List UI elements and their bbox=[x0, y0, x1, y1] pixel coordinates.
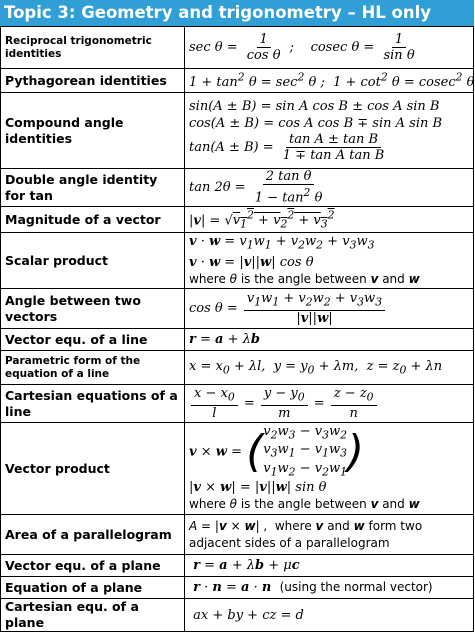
table-row bbox=[1, 555, 474, 577]
row-formula bbox=[185, 599, 474, 632]
formula-line: cos θ = $\frac{v_1w_1 + v_2w_2 + v_3w_3}{|v||w|}$ bbox=[189, 301, 387, 316]
row-formula bbox=[185, 289, 474, 329]
table-row bbox=[1, 27, 474, 69]
formula-line: tan 2θ = $\frac{\text{2 tan θ}}{1 - \tan^2 \theta}$ bbox=[189, 169, 323, 206]
formula-line: $x = x_0 + \lambda l$, $y = y_0 + \lambda m$, $z = z_0 + \lambda n$ bbox=[189, 358, 443, 377]
row-label: Parametric form of the equation of a line bbox=[1, 351, 185, 385]
table-row bbox=[1, 169, 474, 207]
formula-line: r = a + λb bbox=[189, 332, 260, 347]
table-row bbox=[1, 423, 474, 515]
formula-line: sin(A ± B) = sin A cos B ± cos A sin B bbox=[189, 99, 440, 114]
row-formula bbox=[185, 93, 474, 169]
formula-line: v · w = |v||w| cos θ bbox=[189, 254, 314, 270]
page-title: Topic 3: Geometry and trigonometry – HL only bbox=[0, 0, 474, 26]
row-label: Scalar product bbox=[1, 233, 185, 289]
row-label: Vector product bbox=[1, 423, 185, 515]
table-row bbox=[1, 233, 474, 289]
row-formula bbox=[185, 555, 474, 577]
row-label: Magnitude of a vector bbox=[1, 207, 185, 233]
formula-line: $|v| = √v_1^2 + v_2^2 + v_3^2$ bbox=[189, 208, 335, 231]
row-formula bbox=[185, 515, 474, 555]
row-formula bbox=[185, 69, 474, 93]
row-formula bbox=[185, 329, 474, 351]
row-label: Reciprocal trigonometric identities bbox=[1, 27, 185, 69]
row-label: Vector equ. of a line bbox=[1, 329, 185, 351]
row-label: Angle between two vectors bbox=[1, 289, 185, 329]
row-formula bbox=[185, 169, 474, 207]
formula-table bbox=[0, 26, 474, 632]
row-label: Cartesian equations of a line bbox=[1, 385, 185, 423]
formula-line: v × w = ( $v_2w_3 - v_3w_2$ $v_3w_1 - v_1w_3$ $v_1w_2 - v_2w_1$ ) bbox=[189, 423, 365, 479]
table-row bbox=[1, 93, 474, 169]
table-row bbox=[1, 577, 474, 599]
formula-line: adjacent sides of a parallelogram bbox=[189, 535, 390, 550]
formula-line: r · n = a · n (using the normal vector) bbox=[193, 580, 433, 595]
table-row bbox=[1, 351, 474, 385]
row-label: Area of a parallelogram bbox=[1, 515, 185, 555]
row-label: Vector equ. of a plane bbox=[1, 555, 185, 577]
table-row bbox=[1, 599, 474, 632]
table-row bbox=[1, 515, 474, 555]
row-label: Cartesian equ. of a plane bbox=[1, 599, 185, 632]
row-formula bbox=[185, 27, 474, 69]
formula-line: sec θ = $\frac{1}{\text{cos θ}}$ ; cosec θ = $\frac{1}{\text{sin θ}}$ bbox=[189, 32, 415, 63]
row-formula bbox=[185, 423, 474, 515]
formula-line: cos(A ± B) = cos A cos B ∓ sin A sin B bbox=[189, 116, 443, 131]
formula-line: tan(A ± B) = $\frac{\text{tan A ± tan B}}{\text{1 ∓ tan A tan B}}$ bbox=[189, 132, 385, 163]
formula-line: where θ is the angle between v and w bbox=[189, 497, 420, 512]
formula-line: |v × w| = |v||w| sin θ bbox=[189, 480, 327, 496]
table-row bbox=[1, 69, 474, 93]
row-label: Compound angle identities bbox=[1, 93, 185, 169]
table-row bbox=[1, 207, 474, 233]
row-formula bbox=[185, 577, 474, 599]
formula-line: $v \cdot w = v_1w_1 + v_2w_2 + v_3w_3$ bbox=[189, 234, 375, 252]
row-formula bbox=[185, 351, 474, 385]
formula-line: ax + by + cz = d bbox=[189, 607, 304, 623]
row-formula bbox=[185, 385, 474, 423]
formula-line: A = |v × w| , where v and w form two bbox=[189, 518, 423, 533]
formula-line: $1 + \tan^2 \theta = \sec^2 \theta$ ; $1 + \cot^2 \theta = cosec^2$ θ bbox=[189, 70, 475, 91]
table-row bbox=[1, 289, 474, 329]
row-label: Double angle identity for tan bbox=[1, 169, 185, 207]
table-row bbox=[1, 385, 474, 423]
row-formula bbox=[185, 233, 474, 289]
row-label: Equation of a plane bbox=[1, 577, 185, 599]
table-row bbox=[1, 329, 474, 351]
formula-line: r = a + λb + μc bbox=[193, 558, 300, 573]
row-formula bbox=[185, 207, 474, 233]
formula-line: $\frac{x - x_0}{l}$ = $\frac{y - y_0}{m}$ = $\frac{z - z_0}{n}$ bbox=[189, 396, 379, 411]
formula-line: where θ is the angle between v and w bbox=[189, 271, 420, 286]
row-label: Pythagorean identities bbox=[1, 69, 185, 93]
